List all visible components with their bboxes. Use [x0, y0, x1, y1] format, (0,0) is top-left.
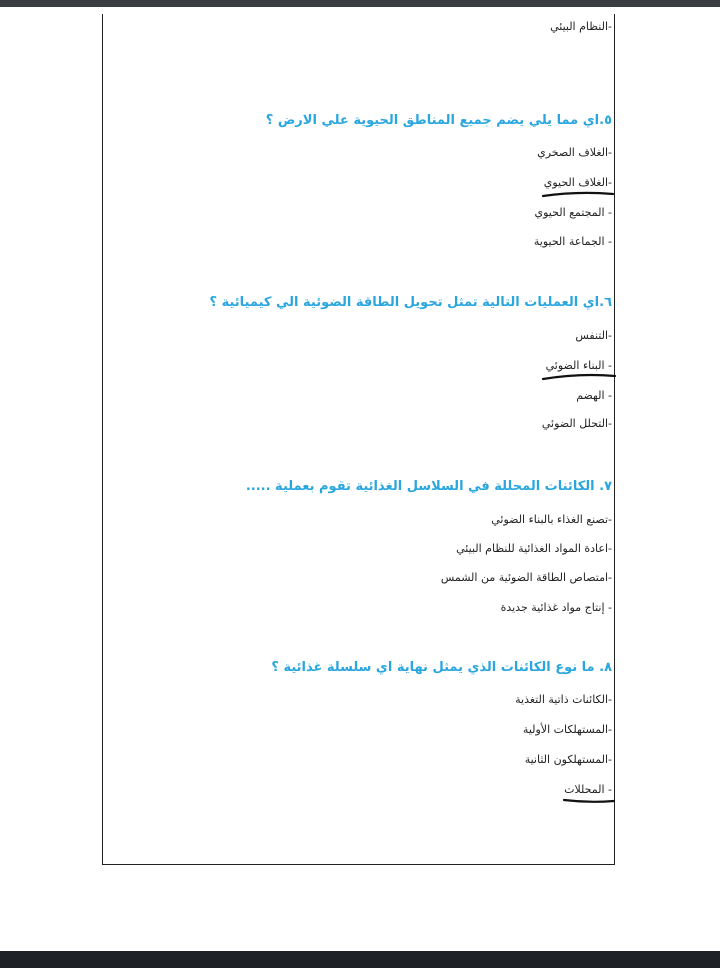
question-8-title: ٨. ما نوع الكائنات الذي يمثل نهاية اي سلسلة غذائية ؟ [271, 660, 612, 675]
question-7-title: ٧. الكائنات المحللة في السلاسل الغذائية تقوم بعملية ..... [245, 479, 612, 494]
question-6-title: ٦.اي العمليات التالية تمثل تحويل الطاقة الضوئية الي كيميائية ؟ [209, 295, 612, 310]
question-5-option-4: - الجماعة الحيوية [533, 235, 612, 248]
question-5-option-2: -الغلاف الحيوي [543, 176, 612, 189]
question-7-option-2: -اعادة المواد الغذائية للنظام البيئي [456, 542, 612, 555]
question-6-option-3: - الهضم [576, 389, 612, 402]
question-8-option-4: - المحللات [564, 783, 612, 796]
question-5-option-3: - المجتمع الحيوي [534, 206, 612, 219]
previous-option-tail: -النظام البيئي [550, 20, 612, 33]
question-6-option-1: -التنفس [575, 329, 612, 342]
answer-underline-q6 [540, 372, 618, 382]
question-7-option-3: -امتصاص الطاقة الضوئية من الشمس [440, 571, 612, 584]
top-bar [0, 0, 720, 7]
question-7-option-1: -تصنع الغذاء بالبناء الضوئي [491, 513, 612, 526]
question-6-option-4: -التحلل الضوئي [541, 417, 612, 430]
document-page [102, 14, 615, 865]
question-7-option-4: - إنتاج مواد غذائية جديدة [500, 601, 612, 614]
bottom-bar [0, 951, 720, 968]
question-6-option-2: - البناء الضوئي [545, 359, 612, 372]
question-8-option-2: -المستهلكات الأولية [522, 723, 612, 736]
answer-underline-q8 [561, 796, 617, 806]
answer-underline-q5 [540, 190, 616, 200]
question-5-option-1: -الغلاف الصخري [537, 146, 612, 159]
question-5-title: ٥.اي مما يلي يضم جميع المناطق الحيوية علي الارض ؟ [265, 113, 612, 128]
question-8-option-3: -المستهلكون الثانية [524, 753, 612, 766]
question-8-option-1: -الكائنات ذاتية التغذية [515, 693, 612, 706]
